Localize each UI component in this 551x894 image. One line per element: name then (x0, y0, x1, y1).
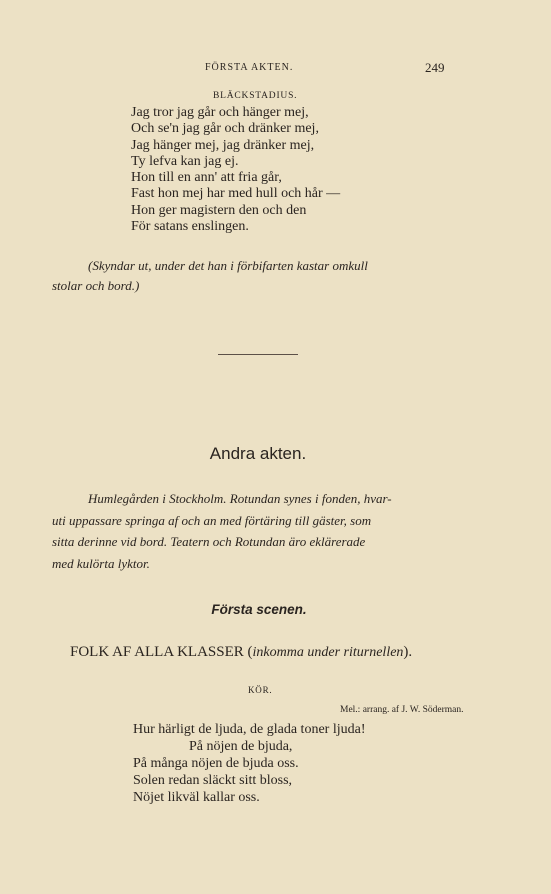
song-block (133, 721, 365, 806)
running-header: FÖRSTA AKTEN. (205, 62, 294, 73)
paren-open: ( (247, 644, 253, 660)
song-line: Solen redan släckt sitt bloss, (133, 773, 293, 788)
setting-description (52, 488, 392, 574)
chorus-label: KÖR. (248, 685, 273, 695)
scene-title: Första scenen. (211, 602, 307, 617)
verse-line: Ty lefva kan jag ej. (131, 153, 239, 169)
stage-direction (52, 256, 368, 296)
music-credit: Mel.: arrang. af J. W. Söderman. (340, 705, 464, 715)
page-number: 249 (425, 60, 445, 75)
verse-line: Och se'n jag går och dränker mej, (131, 121, 319, 137)
stage-direction-line: stolar och bord.) (52, 278, 140, 293)
section-divider (218, 354, 298, 355)
setting-line: sitta derinne vid bord. Teatern och Rotundan äro eklärerade (52, 534, 366, 549)
verse-block (131, 105, 340, 235)
song-line: På många nöjen de bjuda oss. (133, 756, 299, 771)
verse-line: Fast hon mej har med hull och hår — (131, 186, 341, 202)
speaker-name: BLÄCKSTADIUS. (213, 91, 298, 101)
song-line: Hur härligt de ljuda, de glada toner ljuda! (133, 722, 366, 737)
setting-line: uti uppassare springa af och an med förtäring till gäster, som (52, 512, 372, 528)
stage-direction-line: (Skyndar ut, under det han i förbifarten kastar omkull (88, 258, 368, 273)
verse-line: Jag hänger mej, jag dränker mej, (131, 137, 315, 153)
characters-name: FOLK AF ALLA KLASSER (70, 644, 244, 660)
song-line: På nöjen de bjuda, (189, 739, 293, 754)
characters-line (70, 644, 412, 661)
setting-line: med kulörta lyktor. (52, 555, 150, 571)
characters-direction: inkomma under riturnellen (252, 645, 404, 660)
paren-close: ). (403, 644, 413, 660)
verse-line: Hon ger magistern den och den (131, 202, 307, 218)
verse-line: Jag tror jag går och hänger mej, (131, 105, 309, 120)
verse-line: Hon till en ann' att fria går, (131, 170, 282, 186)
setting-line: Humlegården i Stockholm. Rotundan synes i fonden, hvar- (88, 491, 392, 506)
song-line: Nöjet likväl kallar oss. (133, 790, 260, 805)
verse-line: För satans enslingen. (131, 219, 249, 235)
act-title: Andra akten. (209, 444, 307, 463)
